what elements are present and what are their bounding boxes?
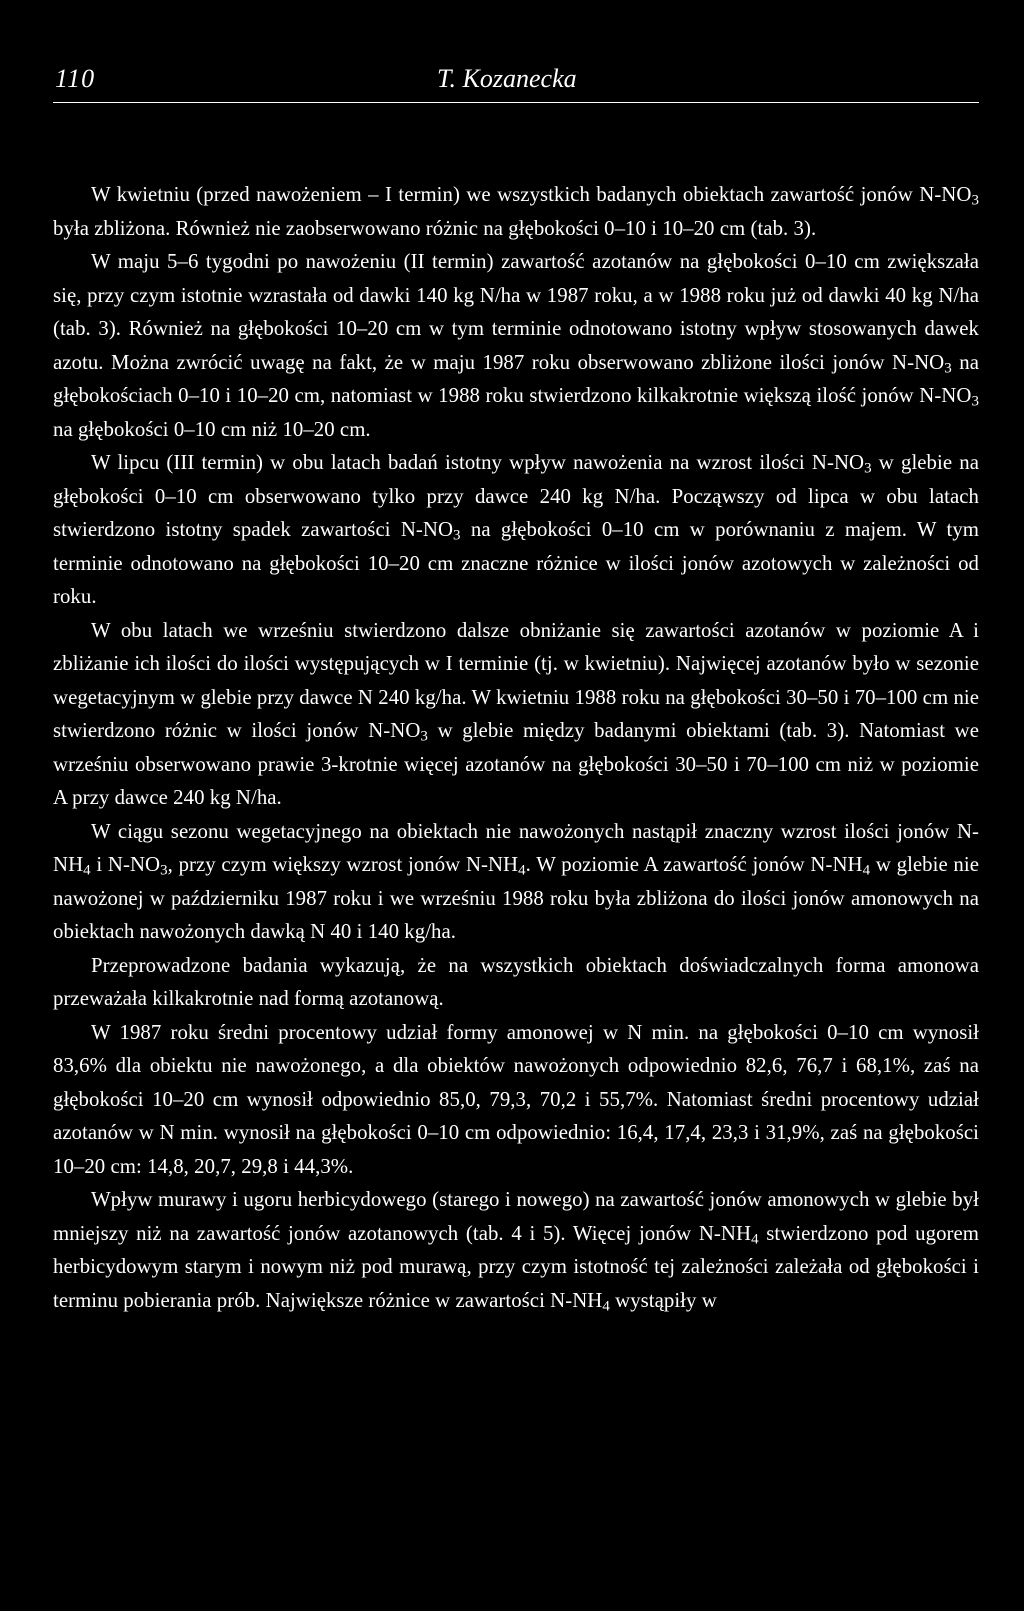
paragraph-text: stwierdzono pod ugorem herbicydowym starym i nowym niż pod murawą, przy czym istotność tej zależności zależała od głębokości i terminu pobierania prób. Największe różnice w zawartości N-NH <box>53 1221 979 1312</box>
chemical-subscript: 3 <box>944 359 952 376</box>
chemical-subscript: 4 <box>518 862 526 879</box>
chemical-subscript: 3 <box>453 527 461 544</box>
chemical-subscript: 3 <box>971 192 979 209</box>
paragraph <box>53 614 979 815</box>
paragraph <box>53 1016 979 1184</box>
paragraph-text: W maju 5–6 tygodni po nawożeniu (II termin) zawartość azotanów na głębokości 0–10 cm zwiększała się, przy czym istotnie wzrastała od dawki 140 kg N/ha w 1987 roku, a w 1988 roku już od dawki 40 kg N/ha (tab. 3). Również na głębokości 10–20 cm w tym terminie odnotowano istotny wpływ stosowanych dawek azotu. Można zwrócić uwagę na fakt, że w maju 1987 roku obserwowano zbliżone ilości jonów N-NO <box>53 250 979 374</box>
paragraph-text: Wpływ murawy i ugoru herbicydowego (starego i nowego) na zawartość jonów amonowych w glebie był mniejszy niż na zawartość jonów azotanowych (tab. 4 i 5). Więcej jonów N-NH <box>53 1188 979 1245</box>
body-text <box>53 178 979 1317</box>
chemical-subscript: 4 <box>83 862 91 879</box>
page-number: 110 <box>55 64 96 93</box>
chemical-subscript: 4 <box>602 1297 610 1314</box>
paragraph-text: wystąpiły w <box>609 1288 717 1312</box>
paragraph-text: na głębokości 0–10 cm niż 10–20 cm. <box>53 417 371 441</box>
paragraph-text: w glebie nie nawożonej w październiku 1987 roku i we wrześniu 1988 roku była zbliżona do ilości jonów amonowych na obiektach nawożonych dawką N 40 i 140 kg/ha. <box>53 853 979 943</box>
chemical-subscript: 3 <box>864 460 872 477</box>
paragraph-text: . W poziomie A zawartość jonów N-NH <box>525 853 863 876</box>
paragraph-text: W ciągu sezonu wegetacyjnego na obiektach nie nawożonych nastąpił znaczny wzrost ilości jonów N-NH <box>53 819 979 876</box>
page-header <box>53 60 979 103</box>
document-page <box>53 0 979 1611</box>
paragraph <box>53 815 979 949</box>
paragraph-text: na głębokościach 0–10 i 10–20 cm, natomiast w 1988 roku stwierdzono kilkakrotnie większą ilość jonów N-NO <box>53 350 979 407</box>
paragraph-text: W lipcu (III termin) w obu latach badań istotny wpływ nawożenia na wzrost ilości N-NO <box>91 451 865 474</box>
paragraph-text: W kwietniu (przed nawożeniem – I termin) we wszystkich badanych obiektach zawartość jonów N-NO <box>91 183 972 206</box>
chemical-subscript: 4 <box>862 862 871 879</box>
paragraph-text: na głębokości 0–10 cm w porównaniu z majem. W tym terminie odnotowano na głębokości 10–20 cm znaczne różnice w ilości jonów azotowych w zależności od roku. <box>53 518 979 608</box>
paragraph <box>53 178 979 245</box>
paragraph-text: Przeprowadzone badania wykazują, że na wszystkich obiektach doświadczalnych forma amonowa przeważała kilkakrotnie nad formą azotanową. <box>53 953 979 1010</box>
paragraph <box>53 446 979 614</box>
paragraph-text: , przy czym większy wzrost jonów N-NH <box>167 853 519 876</box>
paragraph <box>53 949 979 1016</box>
paragraph-text: była zbliżona. Również nie zaobserwowano różnic na głębokości 0–10 i 10–20 cm (tab. 3). <box>53 216 817 240</box>
chemical-subscript: 3 <box>971 393 979 410</box>
chemical-subscript: 3 <box>160 862 168 879</box>
chemical-subscript: 3 <box>420 728 428 745</box>
running-head: T. Kozanecka <box>437 64 577 93</box>
chemical-subscript: 4 <box>751 1230 759 1247</box>
paragraph-text: w glebie na głębokości 0–10 cm obserwowano tylko przy dawce 240 kg N/ha. Począwszy od lipca w obu latach stwierdzono istotny spadek zawartości N-NO <box>53 451 979 541</box>
paragraph-text: W 1987 roku średni procentowy udział formy amonowej w N min. na głębokości 0–10 cm wynosił 83,6% dla obiektu nie nawożonego, a dla obiektów nawożonych odpowiednio 82,6, 76,7 i 68,1%, zaś na głębokości 10–20 cm wynosił odpowiednio 85,0, 79,3, 70,2 i 55,7%. Natomiast średni procentowy udział azotanów w N min. wynosił na głębokości 0–10 cm odpowiednio: 16,4, 17,4, 23,3 i 31,9%, zaś na głębokości 10–20 cm: 14,8, 20,7, 29,8 i 44,3%. <box>53 1020 979 1178</box>
paragraph-text: i N-NO <box>90 853 161 876</box>
paragraph-text: W obu latach we wrześniu stwierdzono dalsze obniżanie się zawartości azotanów w poziomie A i zbliżanie ich ilości do ilości występujących w I terminie (tj. w kwietniu). Najwięcej azotanów było w sezonie wegetacyjnym w glebie przy dawce N 240 kg/ha. W kwietniu 1988 roku na głębokości 30–50 i 70–100 cm nie stwierdzono różnic w ilości jonów N-NO <box>53 618 979 742</box>
paragraph-text: w glebie między badanymi obiektami (tab. 3). Natomiast we wrześniu obserwowano prawie 3-krotnie więcej azotanów na głębokości 30–50 i 70–100 cm niż w poziomie A przy dawce 240 kg N/ha. <box>53 719 980 809</box>
paragraph <box>53 1183 979 1317</box>
paragraph <box>53 245 979 446</box>
